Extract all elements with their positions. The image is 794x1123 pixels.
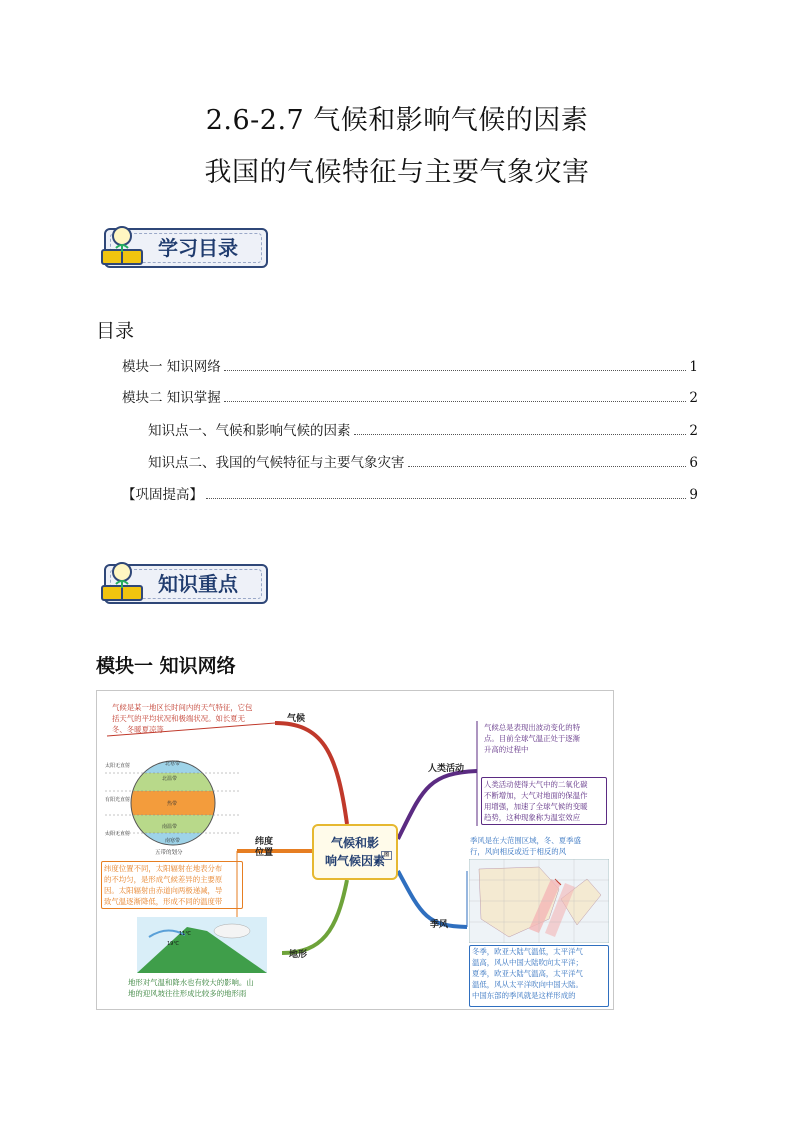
monsoon-note-bottom bbox=[469, 945, 609, 1007]
note-line: 地的迎风坡往往形成比较多的地形雨 bbox=[128, 989, 247, 998]
zone-caption: 五带的划分 bbox=[155, 850, 183, 856]
branch-label-terrain: 地形 bbox=[289, 950, 308, 960]
zone-south-temperate: 南温带 bbox=[162, 824, 178, 830]
climate-note bbox=[109, 701, 283, 739]
note-line: 温低，风从太平洋吹向中国大陆。 bbox=[472, 980, 583, 989]
zone-left-label: 太阳无直射 bbox=[105, 831, 131, 837]
note-line: 点。目前全球气温正处于逐渐 bbox=[484, 734, 581, 743]
toc-entry-page: 2 bbox=[689, 423, 698, 439]
note-line: 致气温逐渐降低，形成不同的温度带 bbox=[104, 897, 223, 906]
note-line: 地形对气温和降水也有较大的影响。山 bbox=[128, 978, 254, 987]
toc-entry[interactable] bbox=[122, 483, 698, 503]
note-line: 冬季，欧亚大陆气温低，太平洋气 bbox=[472, 947, 583, 956]
note-line: 冬、冬暖夏凉等 bbox=[112, 725, 164, 734]
branch-label-monsoon: 季风 bbox=[430, 920, 449, 930]
banner-title: 知识重点 bbox=[158, 572, 238, 596]
monsoon-map bbox=[469, 859, 609, 943]
latitude-note bbox=[101, 861, 243, 909]
section-banner-study-index bbox=[96, 226, 266, 268]
note-line: 气候总是表现出波动变化的特 bbox=[484, 723, 581, 732]
branch-label-line: 纬度 bbox=[255, 837, 274, 847]
monsoon-note-top bbox=[467, 835, 609, 859]
zone-tropic: 热带 bbox=[167, 801, 178, 807]
toc-entry-page: 6 bbox=[689, 455, 698, 471]
note-line: 因。太阳辐射由赤道向两极递减，导 bbox=[104, 886, 223, 895]
toc-entry[interactable] bbox=[148, 451, 698, 471]
note-line: 行，风向相反或近于相反的风 bbox=[470, 847, 567, 856]
toc-entry-label: 【巩固提高】 bbox=[122, 487, 203, 503]
mind-map-figure bbox=[96, 690, 614, 1010]
toc-entry-label: 模块二 知识掌握 bbox=[122, 390, 221, 406]
toc-entry[interactable] bbox=[122, 355, 698, 375]
zone-left-label: 太阳无直射 bbox=[105, 763, 131, 769]
note-line: 中国东部的季风就是这样形成的 bbox=[472, 991, 576, 1000]
zone-south-frigid: 南寒带 bbox=[165, 838, 181, 844]
zone-north-frigid: 北寒带 bbox=[165, 761, 181, 767]
toc-leader bbox=[408, 466, 687, 467]
toc-entry-page: 9 bbox=[689, 487, 698, 503]
center-label-line1: 气候和影 bbox=[330, 836, 379, 850]
mountain-diagram bbox=[137, 917, 267, 973]
zone-left-label: 有阳光直射 bbox=[105, 797, 131, 803]
mountain-temp-label: 11℃ bbox=[179, 931, 191, 937]
note-line: 用增强，加速了全球气候的变暖 bbox=[484, 802, 588, 811]
note-line: 趋势，这种现象称为温室效应 bbox=[484, 813, 581, 822]
branch-label-human-activity: 人类活动 bbox=[428, 764, 465, 774]
zone-north-temperate: 北温带 bbox=[162, 776, 178, 782]
toc-leader bbox=[224, 370, 687, 371]
note-line: 人类活动使得大气中的二氧化碳 bbox=[484, 780, 588, 789]
toc-entry-label: 模块一 知识网络 bbox=[122, 359, 221, 375]
branch-label-line: 位置 bbox=[255, 848, 274, 858]
toc-heading: 目录 bbox=[96, 320, 135, 342]
lightbulb-book-icon bbox=[96, 222, 154, 272]
module-heading: 模块一 知识网络 bbox=[96, 655, 236, 677]
lightbulb-book-icon bbox=[96, 558, 154, 608]
toc-leader bbox=[354, 434, 687, 435]
document-subtitle: 我国的气候特征与主要气象灾害 bbox=[204, 157, 590, 188]
toc-entry-label: 知识点一、气候和影响气候的因素 bbox=[148, 423, 351, 439]
note-line: 气候是某一地区长时间内的天气特征，它包 bbox=[112, 703, 253, 712]
toc-entry-label: 知识点二、我国的气候特征与主要气象灾害 bbox=[148, 455, 405, 471]
image-tag-icon: 图 bbox=[381, 851, 392, 860]
toc-entry[interactable] bbox=[122, 386, 698, 406]
human-note-1 bbox=[481, 721, 599, 757]
center-label-line2: 响气候因素 bbox=[324, 854, 385, 868]
mountain-temp-label: 19℃ bbox=[167, 941, 179, 947]
section-banner-key-knowledge bbox=[96, 562, 266, 604]
banner-title: 学习目录 bbox=[158, 236, 238, 260]
toc-leader bbox=[206, 498, 686, 499]
note-line: 不断增加，大气对地面的保温作 bbox=[484, 791, 588, 800]
note-line: 升高的过程中 bbox=[484, 745, 529, 754]
toc-entry-page: 1 bbox=[689, 359, 698, 375]
note-line: 温高，风从中国大陆吹向太平洋； bbox=[472, 958, 583, 967]
branch-label-latitude bbox=[255, 837, 273, 859]
note-line: 夏季，欧亚大陆气温高，太平洋气 bbox=[472, 969, 583, 978]
branch-label-climate: 气候 bbox=[287, 714, 306, 724]
mind-map-center-node bbox=[312, 824, 398, 880]
document-title: 2.6-2.7 气候和影响气候的因素 bbox=[205, 105, 589, 136]
note-line: 纬度位置不同，太阳辐射在地表分布 bbox=[104, 864, 223, 873]
terrain-note bbox=[125, 977, 277, 1001]
toc-leader bbox=[224, 401, 687, 402]
toc-entry[interactable] bbox=[148, 419, 698, 439]
toc-entry-page: 2 bbox=[689, 390, 698, 406]
human-note-2 bbox=[481, 777, 607, 825]
note-line: 括天气的平均状况和极端状况。如长夏无 bbox=[112, 714, 246, 723]
note-line: 的不均匀，是形成气候差异的主要原 bbox=[104, 875, 223, 884]
note-line: 季风是在大范围区域，冬、夏季盛 bbox=[470, 836, 581, 845]
